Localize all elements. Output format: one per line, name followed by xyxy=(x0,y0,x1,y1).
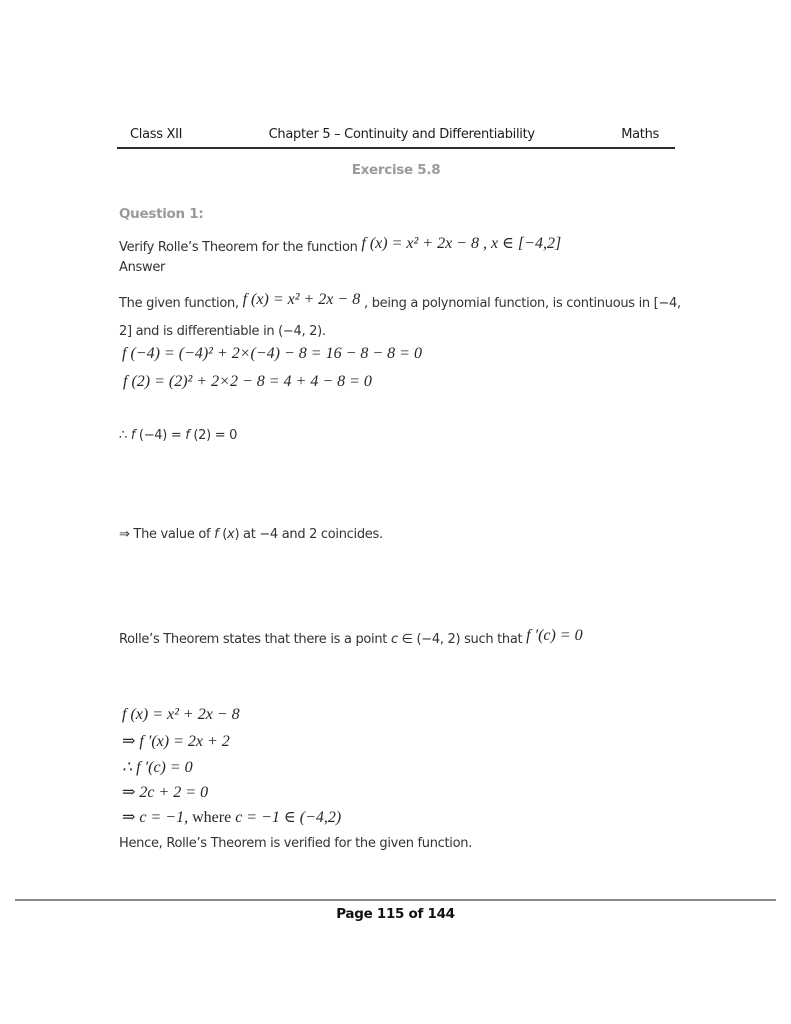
question-text-line: Verify Rolle’s Theorem for the function f (x) = x² + 2x − 8 , x ∈ [−4,2] xyxy=(119,235,562,255)
page-number: Page 115 of 144 xyxy=(336,906,455,922)
given-function-line-1: The given function, f (x) = x² + 2x − 8 , being a polynomial function, is continuous in [−4, xyxy=(119,291,681,311)
question-label: Question 1: xyxy=(119,206,204,222)
values-coincide-line: ⇒ The value of f (x) at −4 and 2 coincides. xyxy=(119,527,383,542)
given-function-line-2: 2] and is differentiable in (−4, 2). xyxy=(119,324,326,339)
header-class: Class XII xyxy=(130,127,183,142)
exercise-title: Exercise 5.8 xyxy=(351,162,441,178)
derivation-line-3: ∴ f ′(c) = 0 xyxy=(122,759,193,776)
derivation-line-4: ⇒ 2c + 2 = 0 xyxy=(122,784,209,801)
derivation-line-2: ⇒ f ′(x) = 2x + 2 xyxy=(122,733,230,750)
equation-f-2: f (2) = (2)² + 2×2 − 8 = 4 + 4 − 8 = 0 xyxy=(123,373,372,390)
derivation-line-1: f (x) = x² + 2x − 8 xyxy=(122,706,240,723)
therefore-equality-line: ∴ f (−4) = f (2) = 0 xyxy=(119,428,238,443)
conclusion-line: Hence, Rolle’s Theorem is verified for the given function. xyxy=(119,836,473,851)
derivation-line-5: ⇒ c = −1, where c = −1 ∈ (−4,2) xyxy=(122,809,342,826)
rolles-theorem-statement-line: Rolle’s Theorem states that there is a point c ∈ (−4, 2) such that f ′(c) = 0 xyxy=(119,627,583,647)
header-subject: Maths xyxy=(621,127,659,142)
page-header xyxy=(117,126,675,149)
header-chapter-title: Chapter 5 – Continuity and Differentiability xyxy=(268,127,535,142)
footer-divider xyxy=(15,899,776,901)
equation-f-minus4: f (−4) = (−4)² + 2×(−4) − 8 = 16 − 8 − 8 = 0 xyxy=(122,345,422,362)
answer-label: Answer xyxy=(119,260,166,275)
